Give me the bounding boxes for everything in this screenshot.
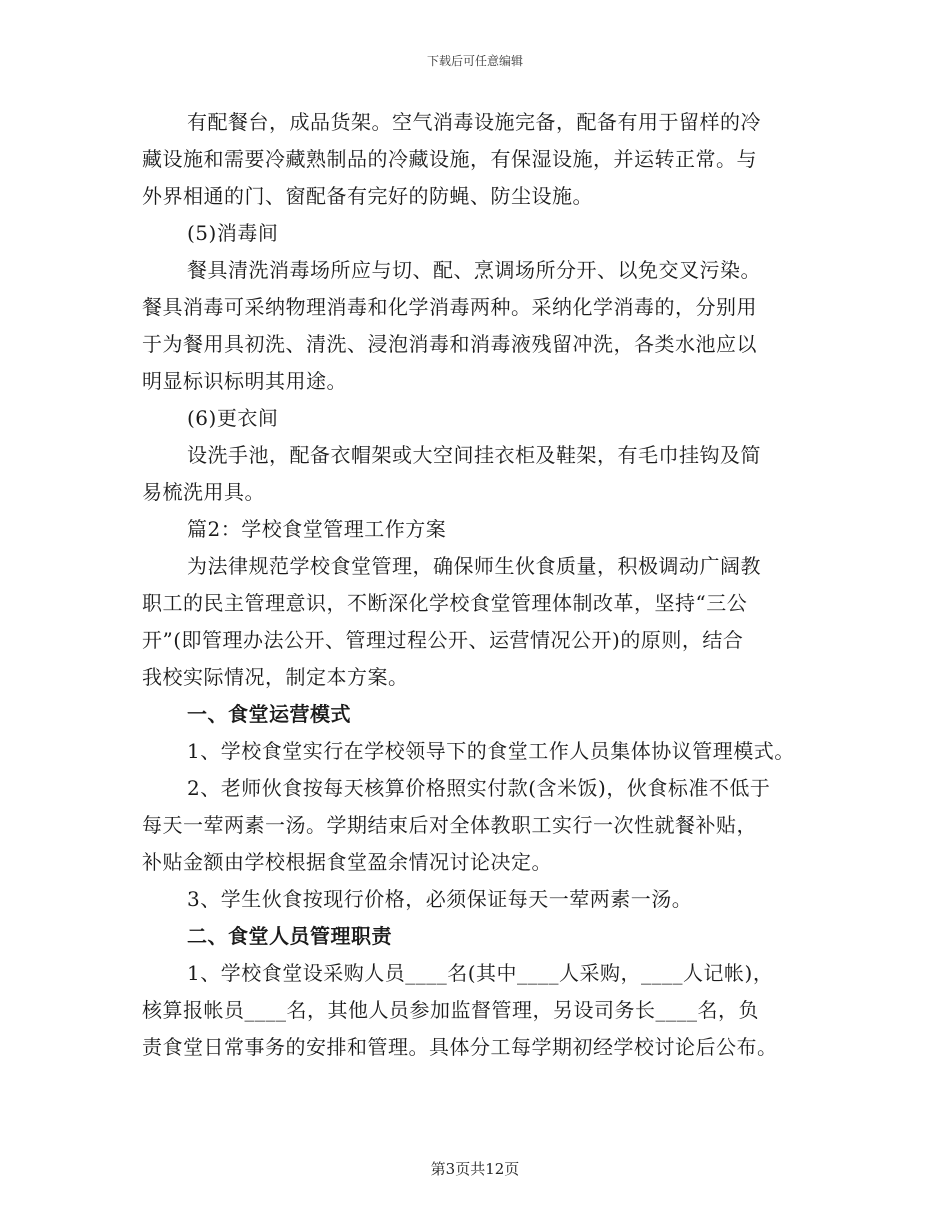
text-line: (6)更衣间	[187, 406, 279, 430]
text-line: 补贴金额由学校根据食堂盈余情况讨论决定。	[142, 850, 552, 874]
text-line: 职工的民主管理意识，不断深化学校食堂管理体制改革，坚持“三公	[142, 591, 748, 615]
text-line: 易梳洗用具。	[142, 480, 265, 504]
document-body	[142, 104, 822, 1066]
text-line: 1、学校食堂设采购人员____名(其中____人采购，____人记帐)，	[187, 961, 774, 985]
text-line: 篇2：学校食堂管理工作方案	[187, 517, 447, 541]
text-line: 于为餐用具初洗、清洗、浸泡消毒和消毒液残留冲洗，各类水池应以	[142, 332, 757, 356]
text-line: 3、学生伙食按现行价格，必须保证每天一荤两素一汤。	[187, 887, 693, 911]
text-line: 每天一荤两素一汤。学期结束后对全体教职工实行一次性就餐补贴，	[142, 813, 757, 837]
section-heading: 一、食堂运营模式	[187, 702, 351, 726]
text-line: 为法律规范学校食堂管理，确保师生伙食质量，积极调动广阔教	[187, 554, 761, 578]
text-line: 藏设施和需要冷藏熟制品的冷藏设施，有保湿设施，并运转正常。与	[142, 147, 757, 171]
text-line: (5)消毒间	[187, 221, 279, 245]
text-line: 餐具消毒可采纳物理消毒和化学消毒两种。采纳化学消毒的，分别用	[142, 295, 757, 319]
text-line: 开”(即管理办法公开、管理过程公开、运营情况公开)的原则，结合	[142, 628, 744, 652]
page-footer: 第3页共12页	[430, 1160, 520, 1178]
text-line: 1、学校食堂实行在学校领导下的食堂工作人员集体协议管理模式。	[187, 739, 795, 763]
text-line: 餐具清洗消毒场所应与切、配、烹调场所分开、以免交叉污染。	[187, 258, 761, 282]
text-line: 外界相通的门、窗配备有完好的防蝇、防尘设施。	[142, 184, 593, 208]
text-line: 我校实际情况，制定本方案。	[142, 665, 409, 689]
text-line: 明显标识标明其用途。	[142, 369, 347, 393]
text-line: 设洗手池，配备衣帽架或大空间挂衣柜及鞋架，有毛巾挂钩及简	[187, 443, 761, 467]
text-line: 核算报帐员____名，其他人员参加监督管理，另设司务长____名，负	[142, 998, 759, 1022]
page-header: 下载后可任意编辑	[426, 54, 523, 68]
text-line: 有配餐台，成品货架。空气消毒设施完备，配备有用于留样的冷	[187, 110, 761, 134]
text-line: 2、老师伙食按每天核算价格照实付款(含米饭)，伙食标准不低于	[187, 776, 771, 800]
section-heading: 二、食堂人员管理职责	[187, 924, 392, 948]
text-line: 责食堂日常事务的安排和管理。具体分工每学期初经学校讨论后公布。	[142, 1035, 778, 1059]
